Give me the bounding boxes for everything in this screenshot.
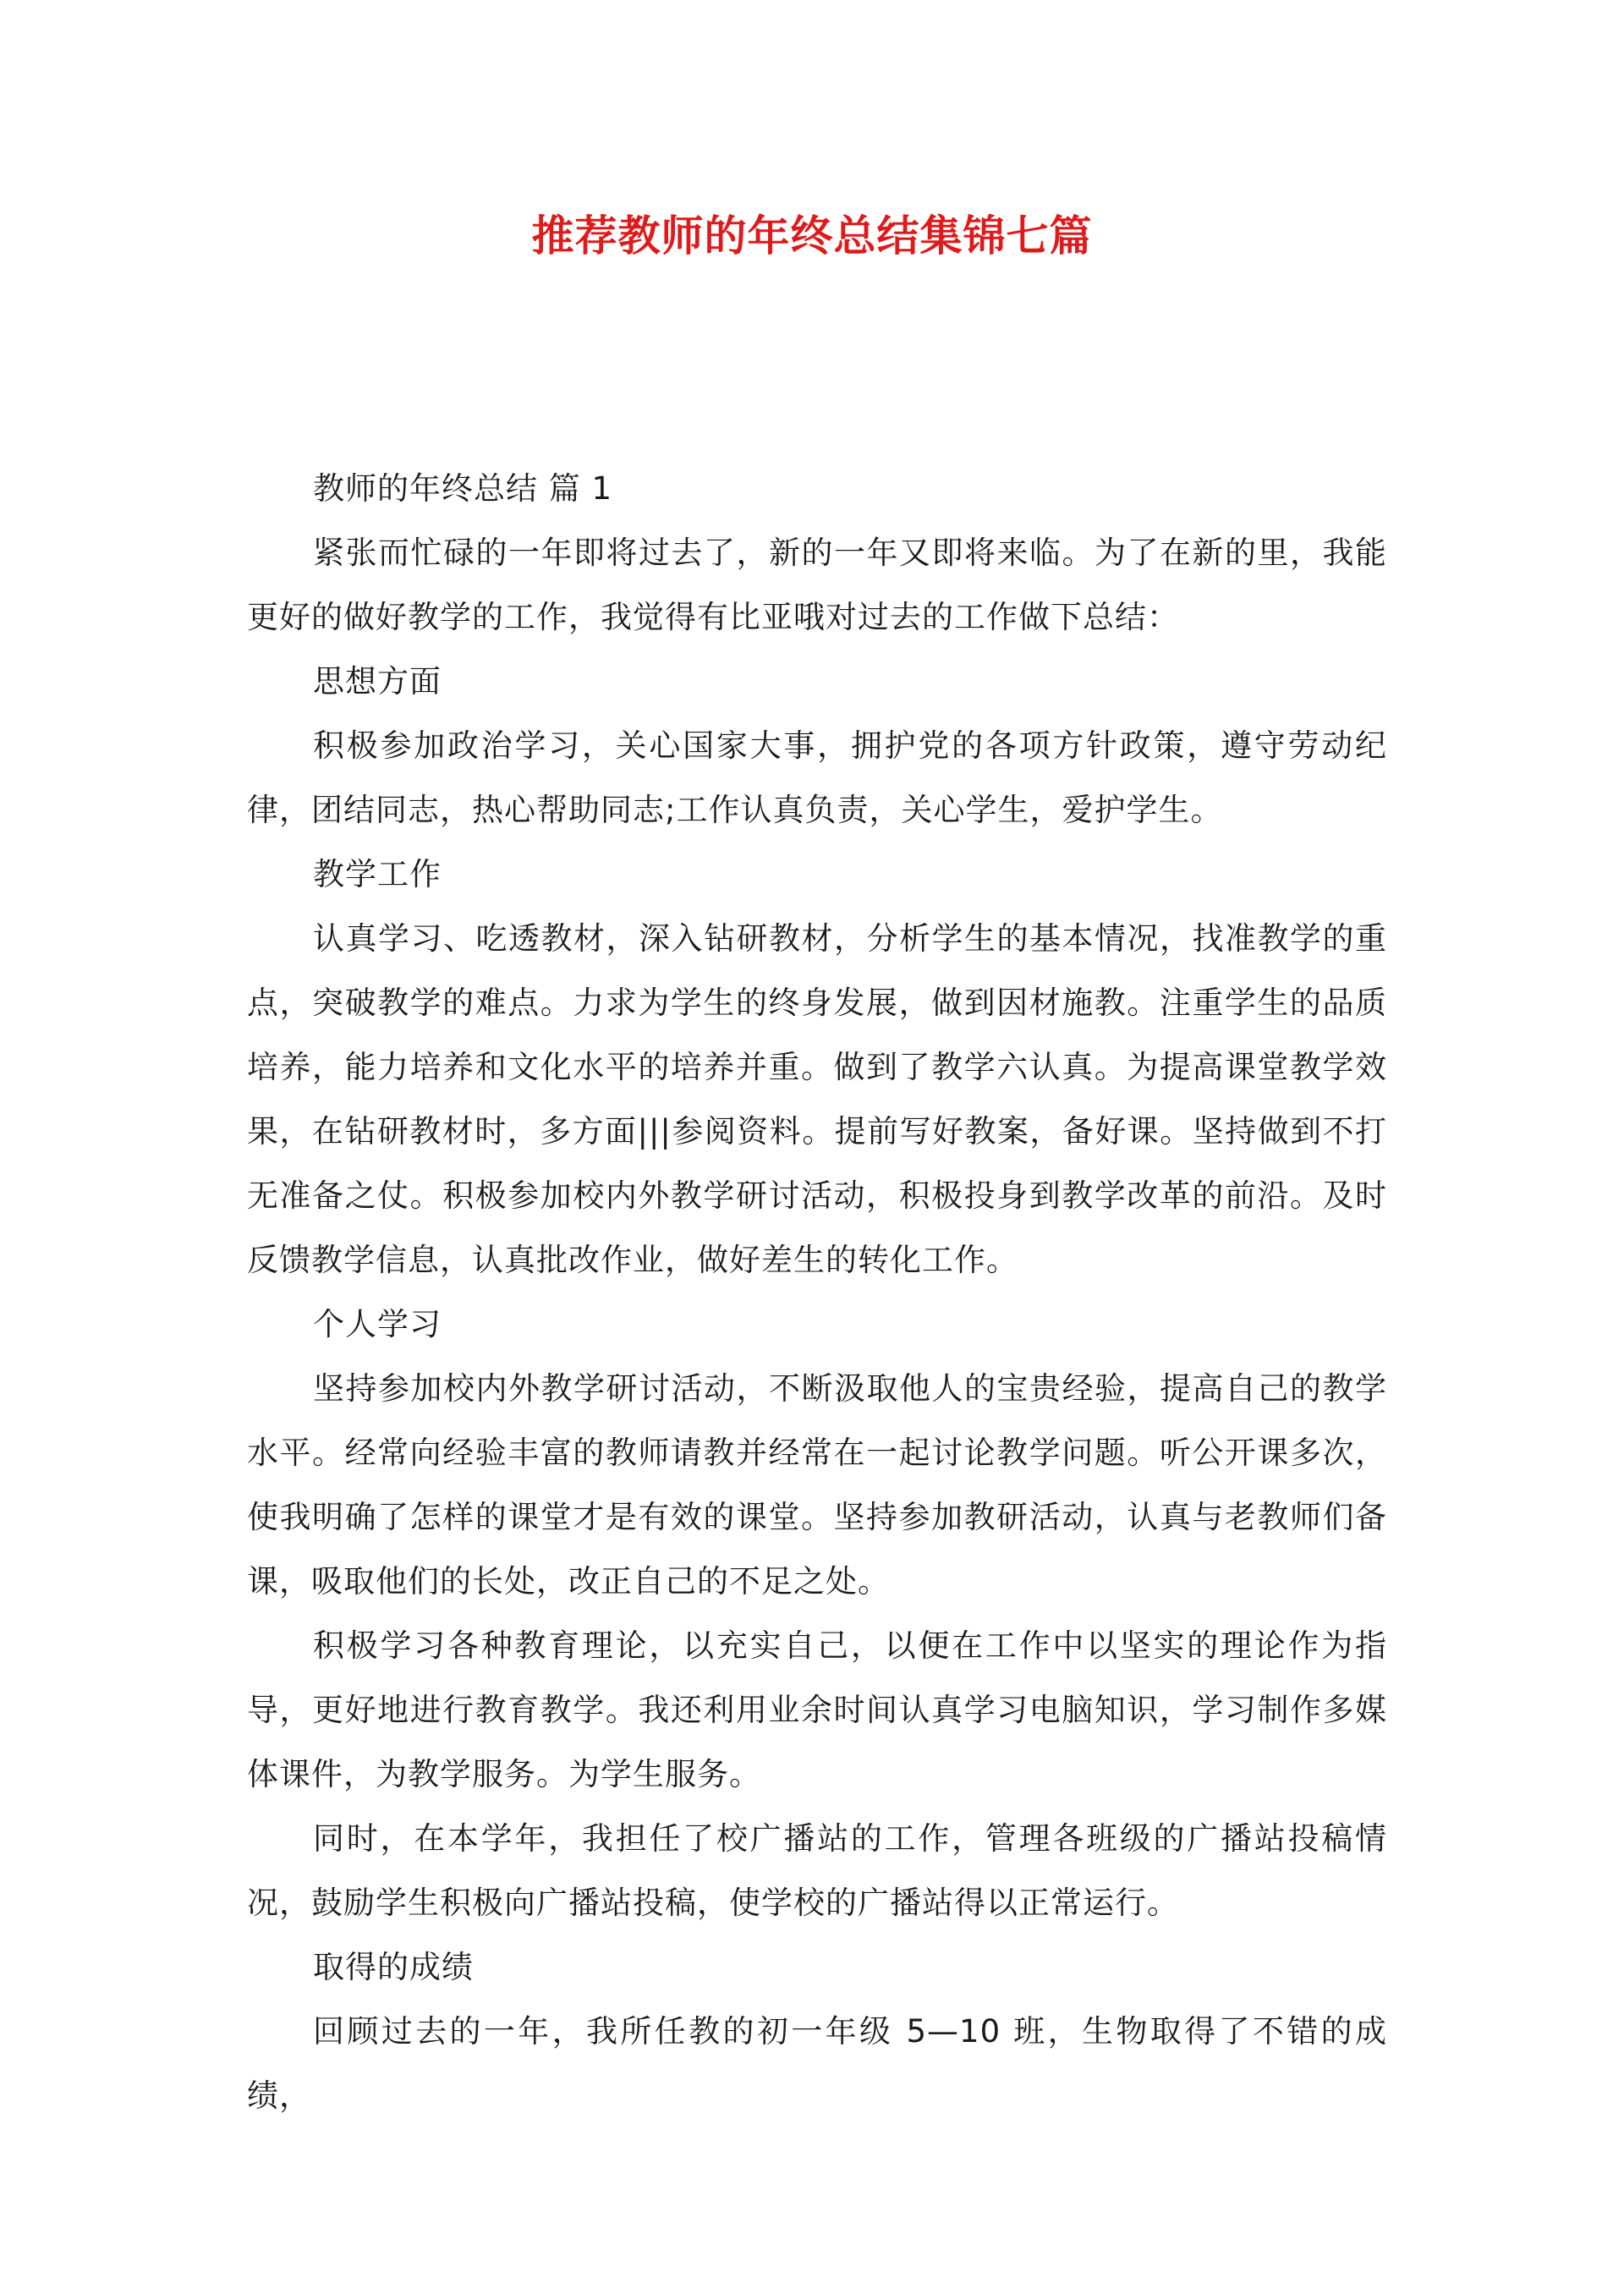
section-heading: 取得的成绩: [313, 1949, 474, 1985]
document-title: 推荐教师的年终总结集锦七篇: [531, 211, 1093, 261]
section-heading: 个人学习: [313, 1306, 442, 1342]
section-heading: 教师的年终总结 篇 1: [313, 470, 613, 507]
body-paragraph: 积极参加政治学习，关心国家大事，拥护党的各项方针政策，遵守劳动纪律，团结同志，热心帮助同志;工作认真负责，关心学生，爱护学生。: [247, 727, 1387, 828]
section-heading: 教学工作: [313, 856, 442, 892]
body-paragraph: 同时，在本学年，我担任了校广播站的工作，管理各班级的广播站投稿情况，鼓励学生积极向广播站投稿，使学校的广播站得以正常运行。: [247, 1820, 1387, 1921]
document-body: [247, 457, 1387, 2128]
body-paragraph: 回顾过去的一年，我所任教的初一年级 5—10 班，生物取得了不错的成绩，: [247, 2013, 1387, 2114]
body-paragraph: 积极学习各种教育理论，以充实自己，以便在工作中以坚实的理论作为指导，更好地进行教育教学。我还利用业余时间认真学习电脑知识，学习制作多媒体课件，为教学服务。为学生服务。: [247, 1627, 1387, 1792]
body-paragraph: 坚持参加校内外教学研讨活动，不断汲取他人的宝贵经验，提高自己的教学水平。经常向经验丰富的教师请教并经常在一起讨论教学问题。听公开课多次，使我明确了怎样的课堂才是有效的课堂。坚持参加教研活动，认真与老教师们备课，吸取他们的长处，改正自己的不足之处。: [247, 1370, 1387, 1600]
section-heading: 思想方面: [313, 663, 442, 700]
body-paragraph: 紧张而忙碌的一年即将过去了，新的一年又即将来临。为了在新的里，我能更好的做好教学的工作，我觉得有比亚哦对过去的工作做下总结：: [247, 535, 1387, 635]
body-paragraph: 认真学习、吃透教材，深入钻研教材，分析学生的基本情况，找准教学的重点，突破教学的难点。力求为学生的终身发展，做到因材施教。注重学生的品质培养，能力培养和文化水平的培养并重。做到了教学六认真。为提高课堂教学效果，在钻研教材时，多方面|||参阅资料。提前写好教案，备好课。坚持做到不打无准备之仗。积极参加校内外教学研讨活动，积极投身到教学改革的前沿。及时反馈教学信息，认真批改作业，做好差生的转化工作。: [247, 920, 1387, 1278]
